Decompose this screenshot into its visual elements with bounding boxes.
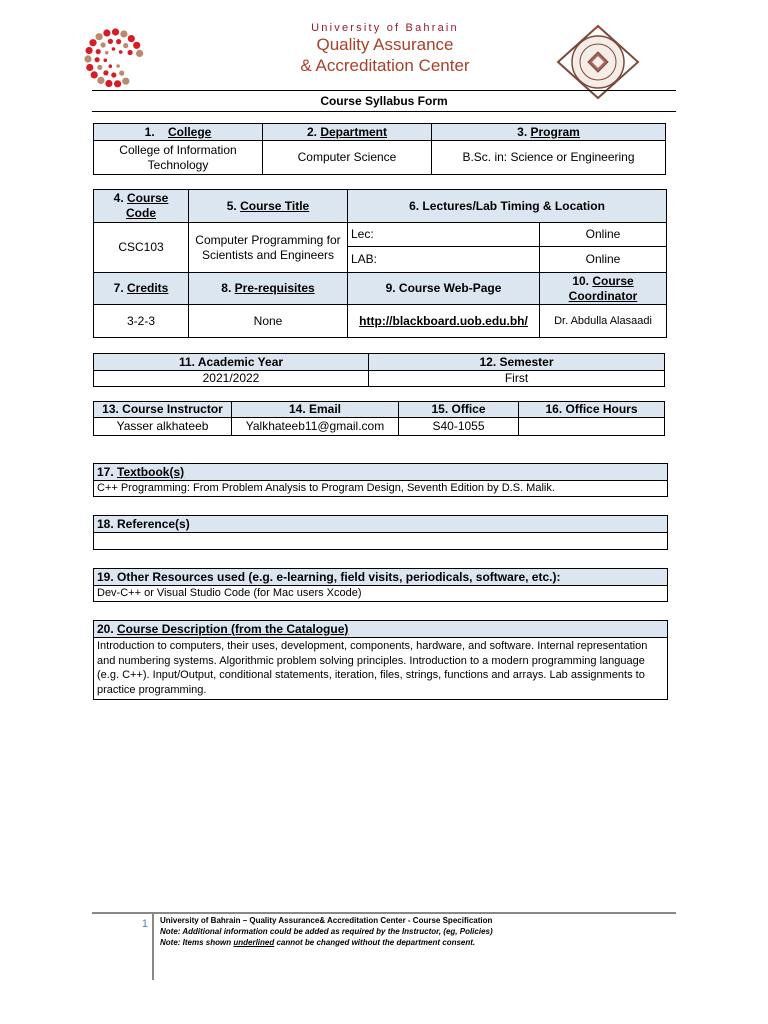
logo-dot xyxy=(111,72,116,77)
logo-dot xyxy=(122,78,129,85)
logo-dot xyxy=(116,64,120,68)
department-header: 2. Department xyxy=(263,124,432,141)
logo-dot xyxy=(119,71,124,76)
prerequisites-value: None xyxy=(189,305,348,338)
logo-dot xyxy=(97,77,104,84)
course-description-table xyxy=(93,620,668,700)
textbook-header: 17. Textbook(s) xyxy=(94,464,668,481)
academic-year-header: 11. Academic Year xyxy=(94,354,369,371)
prerequisites-header: 8. Pre-requisites xyxy=(189,273,348,305)
university-name: University of Bahrain xyxy=(311,22,459,34)
footer-divider xyxy=(92,912,676,914)
logo-dot xyxy=(120,30,127,37)
footer-line2: Note: Additional information could be added as required by the Instructor, (eg, Policies) xyxy=(160,927,493,936)
logo-dot xyxy=(105,51,109,55)
course-code-value: CSC103 xyxy=(94,223,189,273)
web-page-link[interactable]: http://blackboard.uob.edu.bh/ xyxy=(359,313,528,328)
timing-header: 6. Lectures/Lab Timing & Location xyxy=(348,190,667,223)
logo-dot xyxy=(112,47,116,51)
academic-year-table xyxy=(93,353,665,387)
center-name-line2: & Accreditation Center xyxy=(300,56,470,75)
footer-vertical-bar xyxy=(152,914,154,980)
web-page-header: 9. Course Web-Page xyxy=(348,273,540,305)
office-header: 15. Office xyxy=(399,402,519,418)
semester-value: First xyxy=(369,371,665,387)
qaac-logo-icon xyxy=(84,28,144,88)
logo-dot xyxy=(133,42,140,49)
logo-dot xyxy=(89,39,96,46)
header-titles xyxy=(200,22,570,76)
credits-header: 7. Credits xyxy=(94,273,189,305)
office-hours-value xyxy=(519,418,665,436)
header-divider xyxy=(92,90,676,91)
logo-dot xyxy=(95,57,100,62)
logo-dot xyxy=(97,65,102,70)
college-value: College of Information Technology xyxy=(94,141,263,175)
lec-value: Online xyxy=(540,223,667,247)
logo-dot xyxy=(128,35,135,42)
logo-dot xyxy=(96,49,101,54)
logo-dot xyxy=(103,70,108,75)
course-description-value: Introduction to computers, their uses, development, components, hardware, and software. Internal representation and numbering systems. Algorithmic problem solving principles. Introduction to a modern programming language (e.g. C++). Input/Output, conditional statements, iteration, files, strings, functions and arrays. Lab assignments to practice programming. xyxy=(94,638,668,700)
logo-dot xyxy=(84,55,91,62)
web-page-cell xyxy=(348,305,540,338)
course-table xyxy=(93,189,667,338)
page-number: 1 xyxy=(141,918,148,930)
lec-label: Lec: xyxy=(348,223,540,247)
footer-line1: University of Bahrain – Quality Assurance& Accreditation Center - Course Specification xyxy=(160,916,493,925)
lab-label: LAB: xyxy=(348,247,540,273)
logo-dot xyxy=(103,29,110,36)
logo-dot xyxy=(123,43,128,48)
logo-dot xyxy=(86,47,93,54)
footer-notes xyxy=(160,915,660,948)
logo-dot xyxy=(108,39,113,44)
college-header: 1. College xyxy=(94,124,263,141)
references-header: 18. Reference(s) xyxy=(94,516,668,533)
footer-line3: Note: Items shown underlined cannot be changed without the department consent. xyxy=(160,938,476,947)
department-value: Computer Science xyxy=(263,141,432,175)
university-seal-icon xyxy=(556,24,640,100)
other-resources-table xyxy=(93,568,668,602)
office-hours-header: 16. Office Hours xyxy=(519,402,665,418)
references-value xyxy=(94,533,668,550)
program-header: 3. Program xyxy=(432,124,666,141)
logo-dot xyxy=(112,28,119,35)
form-title: Course Syllabus Form xyxy=(320,94,448,108)
other-resources-header: 19. Other Resources used (e.g. e-learning, field visits, periodicals, software, etc.): xyxy=(94,569,668,586)
course-code-header: 4. Course Code xyxy=(94,190,189,223)
lab-value: Online xyxy=(540,247,667,273)
center-name-line1: Quality Assurance xyxy=(316,35,454,54)
textbook-value: C++ Programming: From Problem Analysis to Program Design, Seventh Edition by D.S. Malik. xyxy=(94,481,668,497)
instructor-value: Yasser alkhateeb xyxy=(94,418,232,436)
other-resources-value: Dev-C++ or Visual Studio Code (for Mac users Xcode) xyxy=(94,586,668,602)
logo-dot xyxy=(119,50,123,54)
textbook-table xyxy=(93,463,668,497)
references-table xyxy=(93,515,668,550)
logo-dot xyxy=(109,64,113,68)
logo-dot xyxy=(91,71,98,78)
program-value: B.Sc. in: Science or Engineering xyxy=(432,141,666,175)
coordinator-header: 10. Course Coordinator xyxy=(540,273,667,305)
instructor-header: 13. Course Instructor xyxy=(94,402,232,418)
coordinator-value: Dr. Abdulla Alasaadi xyxy=(540,305,667,338)
logo-dot xyxy=(136,50,143,57)
logo-dot xyxy=(104,59,108,63)
logo-dot xyxy=(96,33,103,40)
logo-dot xyxy=(128,50,133,55)
course-title-value: Computer Programming for Scientists and Engineers xyxy=(189,223,348,273)
college-table xyxy=(93,123,666,175)
instructor-table xyxy=(93,401,665,436)
logo-dot xyxy=(114,80,121,87)
title-divider xyxy=(92,111,676,112)
academic-year-value: 2021/2022 xyxy=(94,371,369,387)
logo-dot xyxy=(86,64,93,71)
credits-value: 3-2-3 xyxy=(94,305,189,338)
office-value: S40-1055 xyxy=(399,418,519,436)
logo-dot xyxy=(116,39,121,44)
email-value: Yalkhateeb11@gmail.com xyxy=(232,418,399,436)
course-description-header: 20. Course Description (from the Catalogue) xyxy=(94,621,668,638)
semester-header: 12. Semester xyxy=(369,354,665,371)
course-title-header: 5. Course Title xyxy=(189,190,348,223)
logo-dot xyxy=(101,42,106,47)
email-header: 14. Email xyxy=(232,402,399,418)
logo-dot xyxy=(105,80,112,87)
